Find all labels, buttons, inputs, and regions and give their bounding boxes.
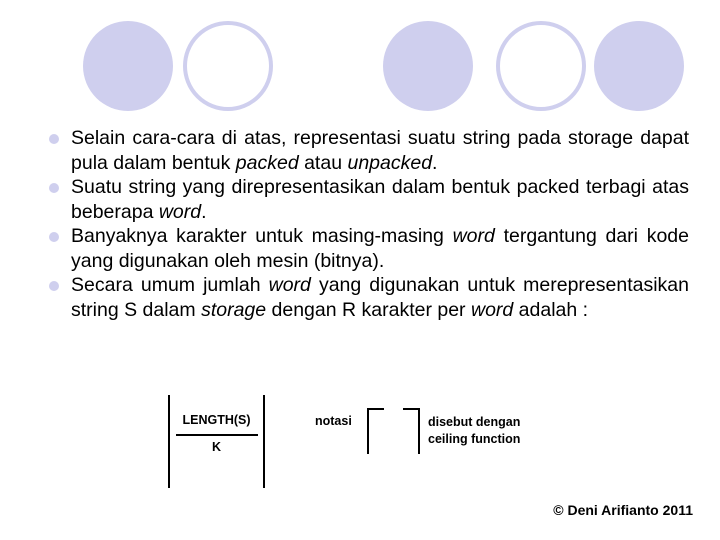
bullet-text [71, 176, 689, 223]
bullet-text [71, 225, 689, 272]
bullet-text-italic: word [268, 274, 311, 296]
bullet-dot-icon [49, 134, 59, 144]
bullet-text-segment: yang digunakan untuk merepresentasikan string S dalam [71, 274, 689, 321]
bullet-text-segment: atau [298, 151, 348, 174]
bullet-text-italic: packed [235, 151, 299, 174]
bullet-text-segment: Selain cara-cara di atas, representasi suatu string pada storage dapat pula dalam bentuk [71, 127, 689, 174]
bullet-text-segment: Suatu string yang direpresentasikan dalam bentuk packed terbagi atas beberapa [71, 176, 689, 223]
bullet-dot-icon [49, 281, 59, 291]
fraction-line [176, 434, 258, 436]
formula-numerator: LENGTH(S) [182, 413, 251, 427]
ceiling-left-bracket-icon [367, 408, 384, 454]
ceiling-description-line2: ceiling function [428, 432, 521, 446]
decorative-circle-filled [383, 21, 473, 111]
bullet-text-segment: dengan R karakter per [266, 298, 471, 321]
ceiling-description-line1: disebut dengan [428, 415, 521, 429]
bullet-text-italic: word [452, 225, 495, 247]
formula-right-bar [263, 395, 265, 488]
bullet-item [49, 175, 689, 224]
bullet-text-italic: word [470, 298, 514, 321]
bullet-item [49, 224, 689, 273]
bullet-text [71, 127, 689, 174]
bullet-text [71, 274, 689, 321]
bullet-text-segment: tergantung dari kode yang digunakan oleh mesin (bitnya). [71, 225, 689, 272]
copyright-notice: © Deni Arifianto 2011 [553, 502, 693, 518]
bullet-text-italic: storage [201, 298, 267, 321]
bullet-text-segment: . [432, 151, 438, 174]
decorative-circle-filled [594, 21, 684, 111]
bullet-text-segment: . [201, 200, 207, 223]
bullet-text-italic: word [158, 200, 202, 223]
bullet-item [49, 273, 689, 322]
bullet-text-segment: adalah : [513, 298, 589, 321]
bullet-text-segment: Banyaknya karakter untuk masing-masing [71, 225, 453, 247]
bullet-dot-icon [49, 232, 59, 242]
formula-denominator: K [211, 440, 222, 454]
decorative-circle-ring [496, 21, 586, 111]
bullet-text-italic: unpacked [347, 151, 433, 174]
ceiling-right-bracket-icon [403, 408, 420, 454]
bullet-item [49, 126, 689, 175]
bullet-dot-icon [49, 183, 59, 193]
bullet-list [49, 126, 689, 322]
decorative-circle-ring [183, 21, 273, 111]
notation-label: notasi [315, 414, 352, 428]
bullet-text-segment: Secara umum jumlah [71, 274, 269, 296]
ceiling-description [428, 414, 520, 448]
decorative-circle-filled [83, 21, 173, 111]
